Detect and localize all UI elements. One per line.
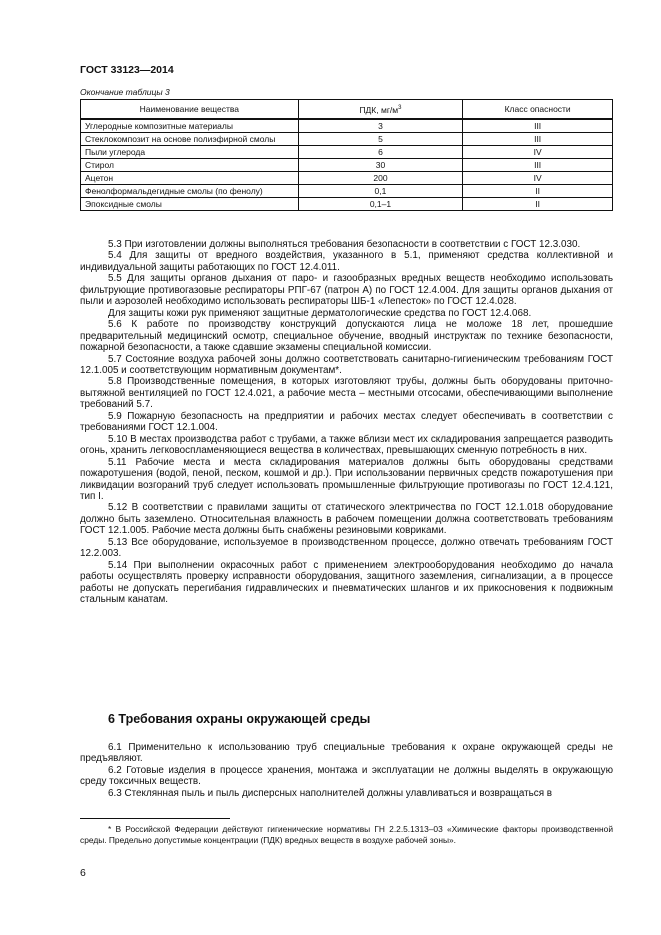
section-6-title: 6 Требования охраны окружающей среды	[108, 712, 371, 726]
paragraph: 5.6 К работе по производству конструкций допускаются лица не моложе 18 лет, прошедшие предварительный медицинский осмотр, специальное обучение, вводный инструктаж по технике безопасности, пожарной безопасности, а также сдавшие экзамены специальной комиссии.	[80, 319, 613, 354]
section-5-text	[80, 239, 613, 606]
paragraph: 5.8 Производственные помещения, в которых изготовляют трубы, должны быть оборудованы приточно-вытяжной вентиляцией по ГОСТ 12.4.021, а рабочие места – местными отсосами, обеспечивающими выполнение требований 5.7.	[80, 376, 613, 411]
paragraph: 5.13 Все оборудование, используемое в производственном процессе, должно отвечать требованиям ГОСТ 12.2.003.	[80, 536, 613, 560]
table-row	[81, 133, 613, 146]
cell-substance: Фенолформальдегидные смолы (по фенолу)	[81, 185, 299, 198]
column-header-substance: Наименование вещества	[81, 100, 299, 120]
table-row	[81, 172, 613, 185]
paragraph: 6.3 Стеклянная пыль и пыль дисперсных наполнителей должны улавливаться и возвращаться в	[108, 787, 553, 799]
footnote	[80, 824, 613, 845]
table-row	[81, 198, 613, 211]
table-row	[81, 159, 613, 172]
cell-mpc: 5	[298, 133, 463, 146]
table-row	[81, 185, 613, 198]
paragraph: 5.7 Состояние воздуха рабочей зоны должно соответствовать санитарно-гигиеническим требованиям ГОСТ 12.1.005 и соответствующим нормативным документам*.	[80, 353, 613, 376]
table-row	[81, 146, 613, 159]
cell-hazard-class: II	[463, 185, 613, 198]
cell-mpc: 3	[298, 119, 463, 133]
cell-mpc: 30	[298, 159, 463, 172]
substances-table	[80, 99, 613, 211]
cell-hazard-class: III	[463, 119, 613, 133]
document-header: ГОСТ 33123—2014	[80, 64, 174, 76]
cell-substance: Ацетон	[81, 172, 299, 185]
paragraph: 5.14 При выполнении окрасочных работ с применением электрооборудования необходимо до начала работы осуществлять проверку исправности оборудования, защитного заземления, сигнализации, а в процессе работы не допускать перегибания гидравлических и пневматических шлангов и их прикосновения к подвижным стальным канатам.	[80, 559, 613, 606]
paragraph: Для защиты кожи рук применяют защитные дерматологические средства по ГОСТ 12.4.068.	[108, 307, 532, 319]
cell-mpc: 200	[298, 172, 463, 185]
paragraph: 5.10 В местах производства работ с трубами, а также вблизи мест их складирования запрещается разводить огонь, хранить легковоспламеняющиеся вещества в количествах, превышающих сменную потребность в них.	[80, 433, 613, 457]
cell-substance: Стеклокомпозит на основе полиэфирной смолы	[81, 133, 299, 146]
paragraph: 6.1 Применительно к использованию труб специальные требования к охране окружающей среды не предъявляют.	[80, 742, 613, 765]
cell-hazard-class: III	[463, 159, 613, 172]
table-row	[81, 119, 613, 133]
cell-mpc: 0,1	[298, 185, 463, 198]
table-caption: Окончание таблицы 3	[80, 87, 170, 97]
table-header-row	[81, 100, 613, 120]
paragraph: 6.2 Готовые изделия в процессе хранения, монтажа и эксплуатации не должны выделять в окружающую среду токсичных веществ.	[80, 764, 613, 788]
paragraph: 5.4 Для защиты от вредного воздействия, указанного в 5.1, применяют средства коллективной и индивидуальной защиты работающих по ГОСТ 12.4.011.	[80, 250, 613, 273]
paragraph: 5.9 Пожарную безопасность на предприятии и рабочих местах следует обеспечивать в соответствии с требованиями ГОСТ 12.1.004.	[80, 410, 613, 434]
cell-hazard-class: IV	[463, 146, 613, 159]
section-6-text	[80, 742, 613, 799]
cell-substance: Пыли углерода	[81, 146, 299, 159]
page-number: 6	[80, 867, 86, 879]
cell-substance: Углеродные композитные материалы	[81, 119, 299, 133]
column-header-hazard-class: Класс опасности	[463, 100, 613, 120]
column-header-mpc-label: ПДК, мг/м	[359, 104, 399, 115]
cell-hazard-class: II	[463, 198, 613, 211]
cell-substance: Эпоксидные смолы	[81, 198, 299, 211]
paragraph: 5.12 В соответствии с правилами защиты от статического электричества по ГОСТ 12.1.018 оборудование должно быть заземлено. Относительная влажность в рабочем помещении должна соответствовать требованиям ГОСТ 12.1.005. Рабочие места должны быть снабжены резиновыми ковриками.	[80, 502, 613, 537]
cell-mpc: 6	[298, 146, 463, 159]
cell-substance: Стирол	[81, 159, 299, 172]
footnote-divider	[80, 818, 230, 819]
cell-hazard-class: IV	[463, 172, 613, 185]
column-header-mpc-exponent: 3	[398, 105, 402, 112]
paragraph: 5.5 Для защиты органов дыхания от паро- и газообразных вредных веществ необходимо использовать фильтрующие противогазовые респираторы РПГ-67 (патрон А) по ГОСТ 12.4.004. Для защиты органов дыхания от пыли и аэрозолей необходимо использовать респираторы ШБ-1 «Лепесток» по ГОСТ 12.4.028.	[80, 273, 613, 308]
paragraph: 5.3 При изготовлении должны выполняться требования безопасности в соответствии с ГОСТ 12.3.030.	[108, 239, 581, 250]
table-body	[81, 119, 613, 211]
cell-hazard-class: III	[463, 133, 613, 146]
paragraph: 5.11 Рабочие места и места складирования материалов должны быть оборудованы средствами пожаротушения (водой, пеной, песком, кошмой и др.). При использовании первичных средств пожаротушения при ликвидации возгораний труб следует использовать промышленные фильтрующие противогазы по ГОСТ 12.4.121, тип I.	[80, 456, 613, 502]
column-header-mpc	[298, 100, 463, 120]
cell-mpc: 0,1–1	[298, 198, 463, 211]
footnote-text: * В Российской Федерации действуют гигиенические нормативы ГН 2.2.5.1313–03 «Химические факторы производственной среды. Предельно допустимые концентрации (ПДК) вредных веществ в воздухе рабочей зоны».	[80, 824, 613, 845]
